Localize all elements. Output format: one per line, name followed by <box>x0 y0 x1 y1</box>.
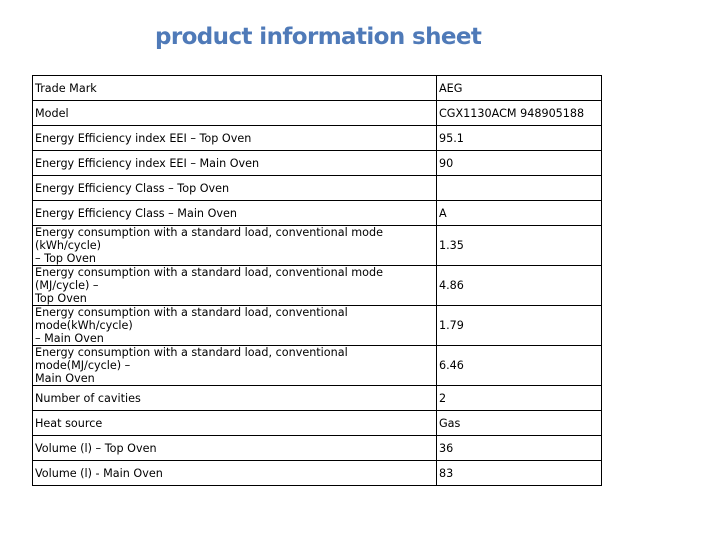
row-label-line: Top Oven <box>35 292 87 305</box>
table-row-model <box>33 101 602 126</box>
row-label <box>33 226 437 266</box>
row-label: Energy Efficiency Class – Top Oven <box>33 176 437 201</box>
row-label: Energy Efficiency Class – Main Oven <box>33 201 437 226</box>
row-label-line: – Top Oven <box>35 252 96 265</box>
row-label: Number of cavities <box>33 386 437 411</box>
row-label: Volume (l) – Top Oven <box>33 436 437 461</box>
row-label: Heat source <box>33 411 437 436</box>
table-row-kwh-main-oven <box>33 306 602 346</box>
row-value: 95.1 <box>437 126 602 151</box>
row-label <box>33 266 437 306</box>
row-label-line: Energy consumption with a standard load, conventional mode (MJ/cycle) – <box>35 266 383 292</box>
row-label-line: Energy consumption with a standard load, conventional mode (kWh/cycle) <box>35 226 383 252</box>
row-label: Energy Efficiency index EEI – Main Oven <box>33 151 437 176</box>
row-value: 2 <box>437 386 602 411</box>
row-value: 1.79 <box>437 306 602 346</box>
table-row-volume-main-oven <box>33 461 602 486</box>
table-row-eei-top-oven <box>33 126 602 151</box>
row-label: Trade Mark <box>33 76 437 101</box>
table-row-number-of-cavities <box>33 386 602 411</box>
row-label <box>33 306 437 346</box>
table-row-volume-top-oven <box>33 436 602 461</box>
row-label-line: Energy consumption with a standard load, conventional mode(kWh/cycle) <box>35 306 348 332</box>
row-label-line: Main Oven <box>35 372 95 385</box>
table-row-heat-source <box>33 411 602 436</box>
table-row-trade-mark <box>33 76 602 101</box>
table-row-class-main-oven <box>33 201 602 226</box>
row-value: 1.35 <box>437 226 602 266</box>
sheet-title: product information sheet <box>155 24 482 50</box>
row-label-line: – Main Oven <box>35 332 104 345</box>
table-row-mj-main-oven <box>33 346 602 386</box>
row-value: 83 <box>437 461 602 486</box>
row-label <box>33 346 437 386</box>
table-row-kwh-top-oven <box>33 226 602 266</box>
row-value: A <box>437 201 602 226</box>
row-value: CGX1130ACM 948905188 <box>437 101 602 126</box>
table-row-eei-main-oven <box>33 151 602 176</box>
row-value: 36 <box>437 436 602 461</box>
table-row-mj-top-oven <box>33 266 602 306</box>
row-label: Volume (l) - Main Oven <box>33 461 437 486</box>
row-value <box>437 176 602 201</box>
row-value: Gas <box>437 411 602 436</box>
row-label: Model <box>33 101 437 126</box>
row-value: 90 <box>437 151 602 176</box>
row-value: 4.86 <box>437 266 602 306</box>
table-row-class-top-oven <box>33 176 602 201</box>
row-value: AEG <box>437 76 602 101</box>
row-value: 6.46 <box>437 346 602 386</box>
row-label-line: Energy consumption with a standard load, conventional mode(MJ/cycle) – <box>35 346 348 372</box>
product-info-table <box>32 75 602 486</box>
row-label: Energy Efficiency index EEI – Top Oven <box>33 126 437 151</box>
